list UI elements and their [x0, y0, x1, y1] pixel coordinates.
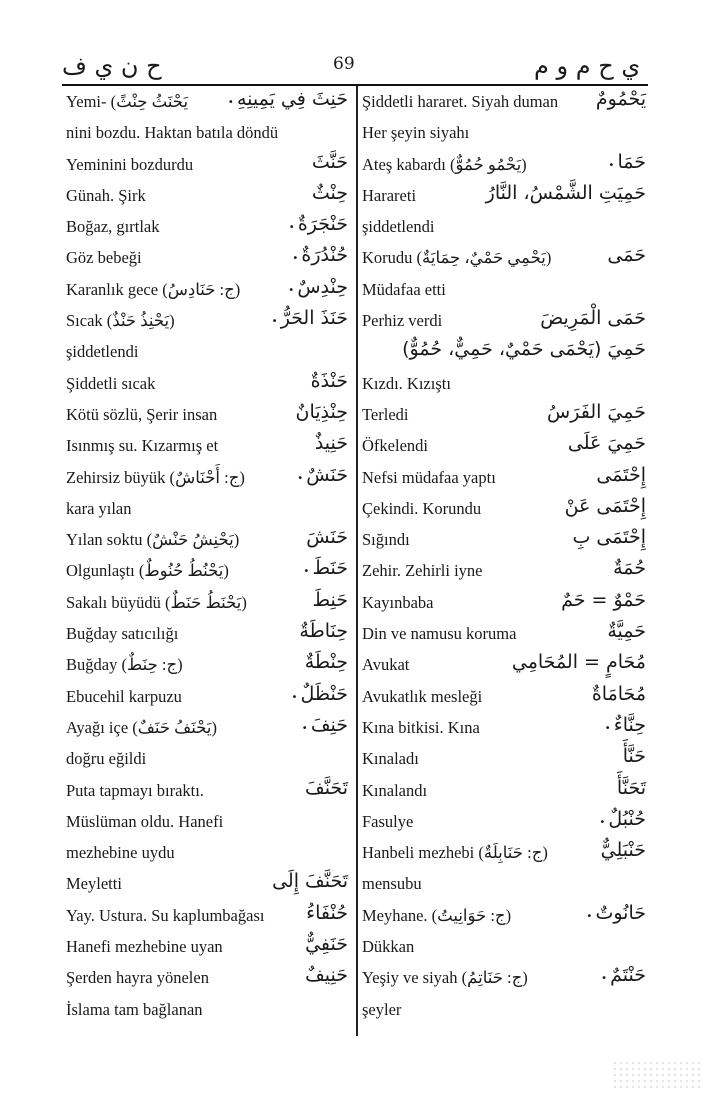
arabic-headword: حَنْتَمٌ • — [601, 960, 646, 994]
dictionary-entry — [66, 712, 348, 743]
arabic-headword: حُنْدُرَةٌ • — [292, 240, 348, 274]
turkish-definition: Sakalı büyüdü (يَحْنَطُ حَنَطٌ) — [66, 592, 247, 612]
turkish-definition: şeyler — [362, 999, 402, 1019]
turkish-definition: Göz bebeği — [66, 248, 142, 268]
turkish-definition: kara yılan — [66, 498, 132, 518]
turkish-definition: Müslüman oldu. Hanefi — [66, 811, 224, 831]
turkish-definition: Dükkan — [362, 937, 415, 957]
dictionary-entry — [66, 962, 348, 993]
dictionary-entry — [362, 962, 646, 993]
dictionary-entry — [66, 305, 348, 336]
dictionary-entry — [66, 681, 348, 712]
dictionary-entry — [362, 462, 646, 493]
dictionary-entry — [362, 430, 646, 461]
dictionary-entry — [66, 618, 348, 649]
arabic-headword: حِنْذِيَانٌ — [295, 400, 348, 423]
dictionary-entry — [362, 775, 646, 806]
dictionary-entry — [66, 900, 348, 931]
turkish-definition: Her şeyin siyahı — [362, 123, 470, 143]
turkish-definition: İslama tam bağlanan — [66, 999, 203, 1019]
arabic-headword: حَنِيفٌ — [305, 964, 348, 987]
turkish-definition: Zehir. Zehirli iyne — [362, 561, 483, 581]
turkish-definition: Kızdı. Kızıştı — [362, 373, 451, 393]
dictionary-entry — [362, 211, 646, 242]
arabic-headword: حِنْطَةٌ — [304, 651, 348, 674]
header-guide-letters-left: ح ن ي ف — [62, 52, 162, 80]
dictionary-entry — [66, 775, 348, 806]
arabic-headword: حَنْبَلِيٌّ — [600, 839, 646, 862]
turkish-definition: Kötü sözlü, Şerir insan — [66, 404, 218, 424]
page-header — [0, 50, 708, 86]
turkish-definition: Meyletti — [66, 874, 122, 894]
turkish-definition: Günah. Şirk — [66, 185, 146, 205]
turkish-definition: Avukatlık mesleği — [362, 686, 483, 706]
turkish-definition: Ayağı içe (يَحْنَفُ حَنَفٌ) — [66, 717, 217, 737]
turkish-definition: Öfkelendi — [362, 436, 428, 456]
dictionary-entry — [66, 242, 348, 273]
arabic-headword: حَنْذَةٌ — [310, 369, 348, 392]
dictionary-entry — [66, 743, 348, 774]
arabic-headword: إِحْتَمَى — [596, 463, 646, 486]
turkish-definition: Karanlık gece (ج: حَنَادِسُ) — [66, 279, 241, 299]
turkish-definition: Ateş kabardı (يَحْمُو حُمُوٌّ) — [362, 154, 527, 174]
turkish-definition: Avukat — [362, 655, 410, 675]
arabic-headword: حَنِثَ فِي يَمِينِهِ • — [228, 84, 348, 118]
left-column — [66, 86, 348, 1025]
arabic-headword: حَنِيذٌ — [314, 432, 348, 455]
turkish-definition: nini bozdu. Haktan batıla döndü — [66, 123, 279, 143]
arabic-headword: حَمَى — [607, 244, 646, 267]
dictionary-entry — [66, 274, 348, 305]
turkish-definition: Din ve namusu koruma — [362, 624, 517, 644]
turkish-definition: Yemi- (يَحْنَثُ حِنْثً — [66, 92, 189, 111]
arabic-headword: إِحْتَمَى بِ — [572, 526, 646, 549]
dictionary-entry — [66, 587, 348, 618]
arabic-headword: حَمِيَ (يَحْمَى حَمْيٌ، حَمِيٌّ، حُمُوٌّ) — [402, 338, 646, 361]
dictionary-entry — [66, 649, 348, 680]
dictionary-entry — [66, 555, 348, 586]
arabic-headword: حَمِيَ الفَرَسُ — [547, 400, 646, 423]
arabic-headword: حَنِفَ • — [302, 710, 348, 744]
turkish-definition: Harareti — [362, 185, 417, 205]
arabic-headword: حَنِطَ — [312, 588, 348, 611]
turkish-definition: Korudu (يَحْمِي حَمْيٌ، حِمَايَةٌ) — [362, 248, 552, 268]
turkish-definition: şiddetlendi — [66, 342, 139, 362]
arabic-headword: مُحَامَاةٌ — [591, 682, 646, 705]
dictionary-entry — [66, 86, 348, 117]
arabic-headword: حِنَاطَةٌ — [299, 620, 348, 643]
turkish-definition: Kınaladı — [362, 749, 419, 769]
arabic-headword: تَحَنَّفَ — [305, 776, 348, 799]
turkish-definition: Sığındı — [362, 530, 410, 550]
dictionary-entry — [362, 994, 646, 1025]
dictionary-entry — [362, 368, 646, 399]
dictionary-entry — [66, 399, 348, 430]
turkish-definition: Terledi — [362, 404, 409, 424]
turkish-definition: mensubu — [362, 874, 422, 894]
dictionary-entry — [66, 368, 348, 399]
dictionary-entry — [362, 399, 646, 430]
arabic-headword: حَنْظَلٌ • — [291, 679, 348, 713]
turkish-definition: Boğaz, gırtlak — [66, 217, 160, 237]
turkish-definition: Zehirsiz büyük (ج: أَحْنَاشٌ) — [66, 467, 245, 487]
turkish-definition: Buğday satıcılığı — [66, 624, 179, 644]
header-guide-letters-right: ي ح م و م — [534, 52, 641, 80]
turkish-definition: Yeminini bozdurdu — [66, 154, 194, 174]
turkish-definition: Fasulye — [362, 811, 414, 831]
arabic-headword: تَحَنَّفَ إِلَى — [272, 870, 348, 893]
dictionary-entry — [66, 868, 348, 899]
turkish-definition: Ebucehil karpuzu — [66, 686, 182, 706]
dictionary-entry — [362, 931, 646, 962]
turkish-definition: Buğday (ج: حِنَطٌ) — [66, 655, 183, 675]
turkish-definition: Şerden hayra yönelen — [66, 968, 209, 988]
arabic-headword: حَمْوٌ = حَمٌ — [561, 588, 646, 611]
dictionary-entry — [362, 681, 646, 712]
dictionary-entry — [66, 117, 348, 148]
dictionary-entry — [66, 462, 348, 493]
dictionary-entry — [362, 806, 646, 837]
arabic-headword: حَنَشَ — [306, 526, 348, 549]
turkish-definition: doğru eğildi — [66, 749, 147, 769]
turkish-definition: Şiddetli sıcak — [66, 373, 156, 393]
arabic-headword: حَنَطَ • — [303, 553, 348, 587]
dictionary-entry — [362, 868, 646, 899]
arabic-headword: حَمِيَّةٌ — [607, 620, 646, 643]
arabic-headword: يَحْمُومٌ — [595, 88, 646, 110]
dictionary-entry — [66, 180, 348, 211]
dictionary-entry — [66, 806, 348, 837]
arabic-headword: حَنَّأَ — [622, 745, 646, 768]
dictionary-entry — [362, 86, 646, 117]
arabic-headword: حُنْبُلٌ • — [599, 804, 646, 838]
turkish-definition: Yay. Ustura. Su kaplumbağası — [66, 905, 265, 925]
dictionary-entry — [66, 211, 348, 242]
turkish-definition: Meyhane. (ج: حَوَانِيتُ) — [362, 905, 512, 925]
arabic-headword: حِنْدِسٌ • — [288, 272, 348, 306]
turkish-definition: Şiddetli hararet. Siyah duman — [362, 92, 559, 111]
dictionary-entry — [362, 274, 646, 305]
arabic-headword: حُمَةٌ — [613, 557, 646, 580]
turkish-definition: Hanefi mezhebine uyan — [66, 937, 223, 957]
dictionary-entry — [362, 555, 646, 586]
turkish-definition: Nefsi müdafaa yaptı — [362, 467, 496, 487]
turkish-definition: Müdafaa etti — [362, 279, 446, 299]
dictionary-entry — [362, 242, 646, 273]
dictionary-entry — [362, 524, 646, 555]
dictionary-entry — [362, 305, 646, 336]
turkish-definition: Olgunlaştı (يَحْنُطُ حُنُوطٌ) — [66, 561, 229, 581]
dictionary-entry — [362, 743, 646, 774]
arabic-headword: حَنَشٌ • — [297, 460, 348, 494]
arabic-headword: حَمِيَتِ الشَّمْسُ، النَّارُ — [485, 181, 646, 204]
turkish-definition: şiddetlendi — [362, 217, 435, 237]
turkish-definition: Kayınbaba — [362, 592, 434, 612]
right-column — [362, 86, 646, 1025]
arabic-headword: إِحْتَمَى عَنْ — [564, 494, 646, 517]
arabic-headword: حَنَّثَ — [311, 150, 348, 173]
dictionary-entry — [362, 336, 646, 367]
dictionary-entry — [362, 618, 646, 649]
dictionary-entry — [362, 649, 646, 680]
dictionary-entry — [362, 117, 646, 148]
dictionary-entry — [66, 524, 348, 555]
turkish-definition: Yeşiy ve siyah (ج: حَنَاتِمُ) — [362, 968, 528, 988]
arabic-headword: حِنَّاءٌ • — [605, 710, 646, 744]
dictionary-entry — [66, 430, 348, 461]
page-number: 69 — [333, 54, 355, 74]
arabic-headword: مُحَامٍ = المُحَامِي — [511, 651, 646, 674]
scan-speckle — [612, 1060, 702, 1090]
turkish-definition: mezhebine uydu — [66, 843, 175, 863]
turkish-definition: Hanbeli mezhebi (ج: حَنَابِلَةٌ) — [362, 843, 548, 863]
dictionary-entry — [362, 712, 646, 743]
dictionary-entry — [362, 837, 646, 868]
arabic-headword: حَنَذَ الحَرُّ • — [272, 303, 348, 337]
arabic-headword: حَانُوتٌ • — [586, 898, 646, 932]
arabic-headword: حُنْفَاءُ — [306, 901, 348, 924]
arabic-headword: حَمِيَ عَلَى — [567, 432, 646, 455]
turkish-definition: Puta tapmayı bıraktı. — [66, 780, 204, 800]
dictionary-entry — [362, 587, 646, 618]
arabic-headword: حَنْجَرَةٌ • — [289, 209, 348, 243]
turkish-definition: Sıcak (يَحْنِذُ حَنْذٌ) — [66, 311, 175, 331]
arabic-headword: حَمَى الْمَرِيضَ — [540, 307, 646, 330]
arabic-headword: حِنْثٌ — [311, 181, 348, 204]
arabic-headword: تَحَنَّأَ — [616, 776, 646, 799]
dictionary-entry — [362, 900, 646, 931]
turkish-definition: Yılan soktu (يَحْنِشُ حَنْشٌ) — [66, 530, 240, 550]
arabic-headword: حَنَفِيٌّ — [305, 933, 348, 956]
dictionary-entry — [66, 837, 348, 868]
dictionary-entry — [66, 931, 348, 962]
dictionary-entry — [362, 149, 646, 180]
turkish-definition: Çekindi. Korundu — [362, 498, 482, 518]
arabic-headword: حَمَا • — [608, 147, 646, 181]
dictionary-entry — [66, 149, 348, 180]
dictionary-entry — [362, 493, 646, 524]
dictionary-entry — [362, 180, 646, 211]
turkish-definition: Kınalandı — [362, 780, 428, 800]
turkish-definition: Perhiz verdi — [362, 311, 443, 331]
turkish-definition: Kına bitkisi. Kına — [362, 717, 480, 737]
turkish-definition: Isınmış su. Kızarmış et — [66, 436, 219, 456]
dictionary-entry — [66, 336, 348, 367]
dictionary-entry — [66, 493, 348, 524]
column-divider — [356, 86, 358, 1036]
dictionary-entry — [66, 994, 348, 1025]
